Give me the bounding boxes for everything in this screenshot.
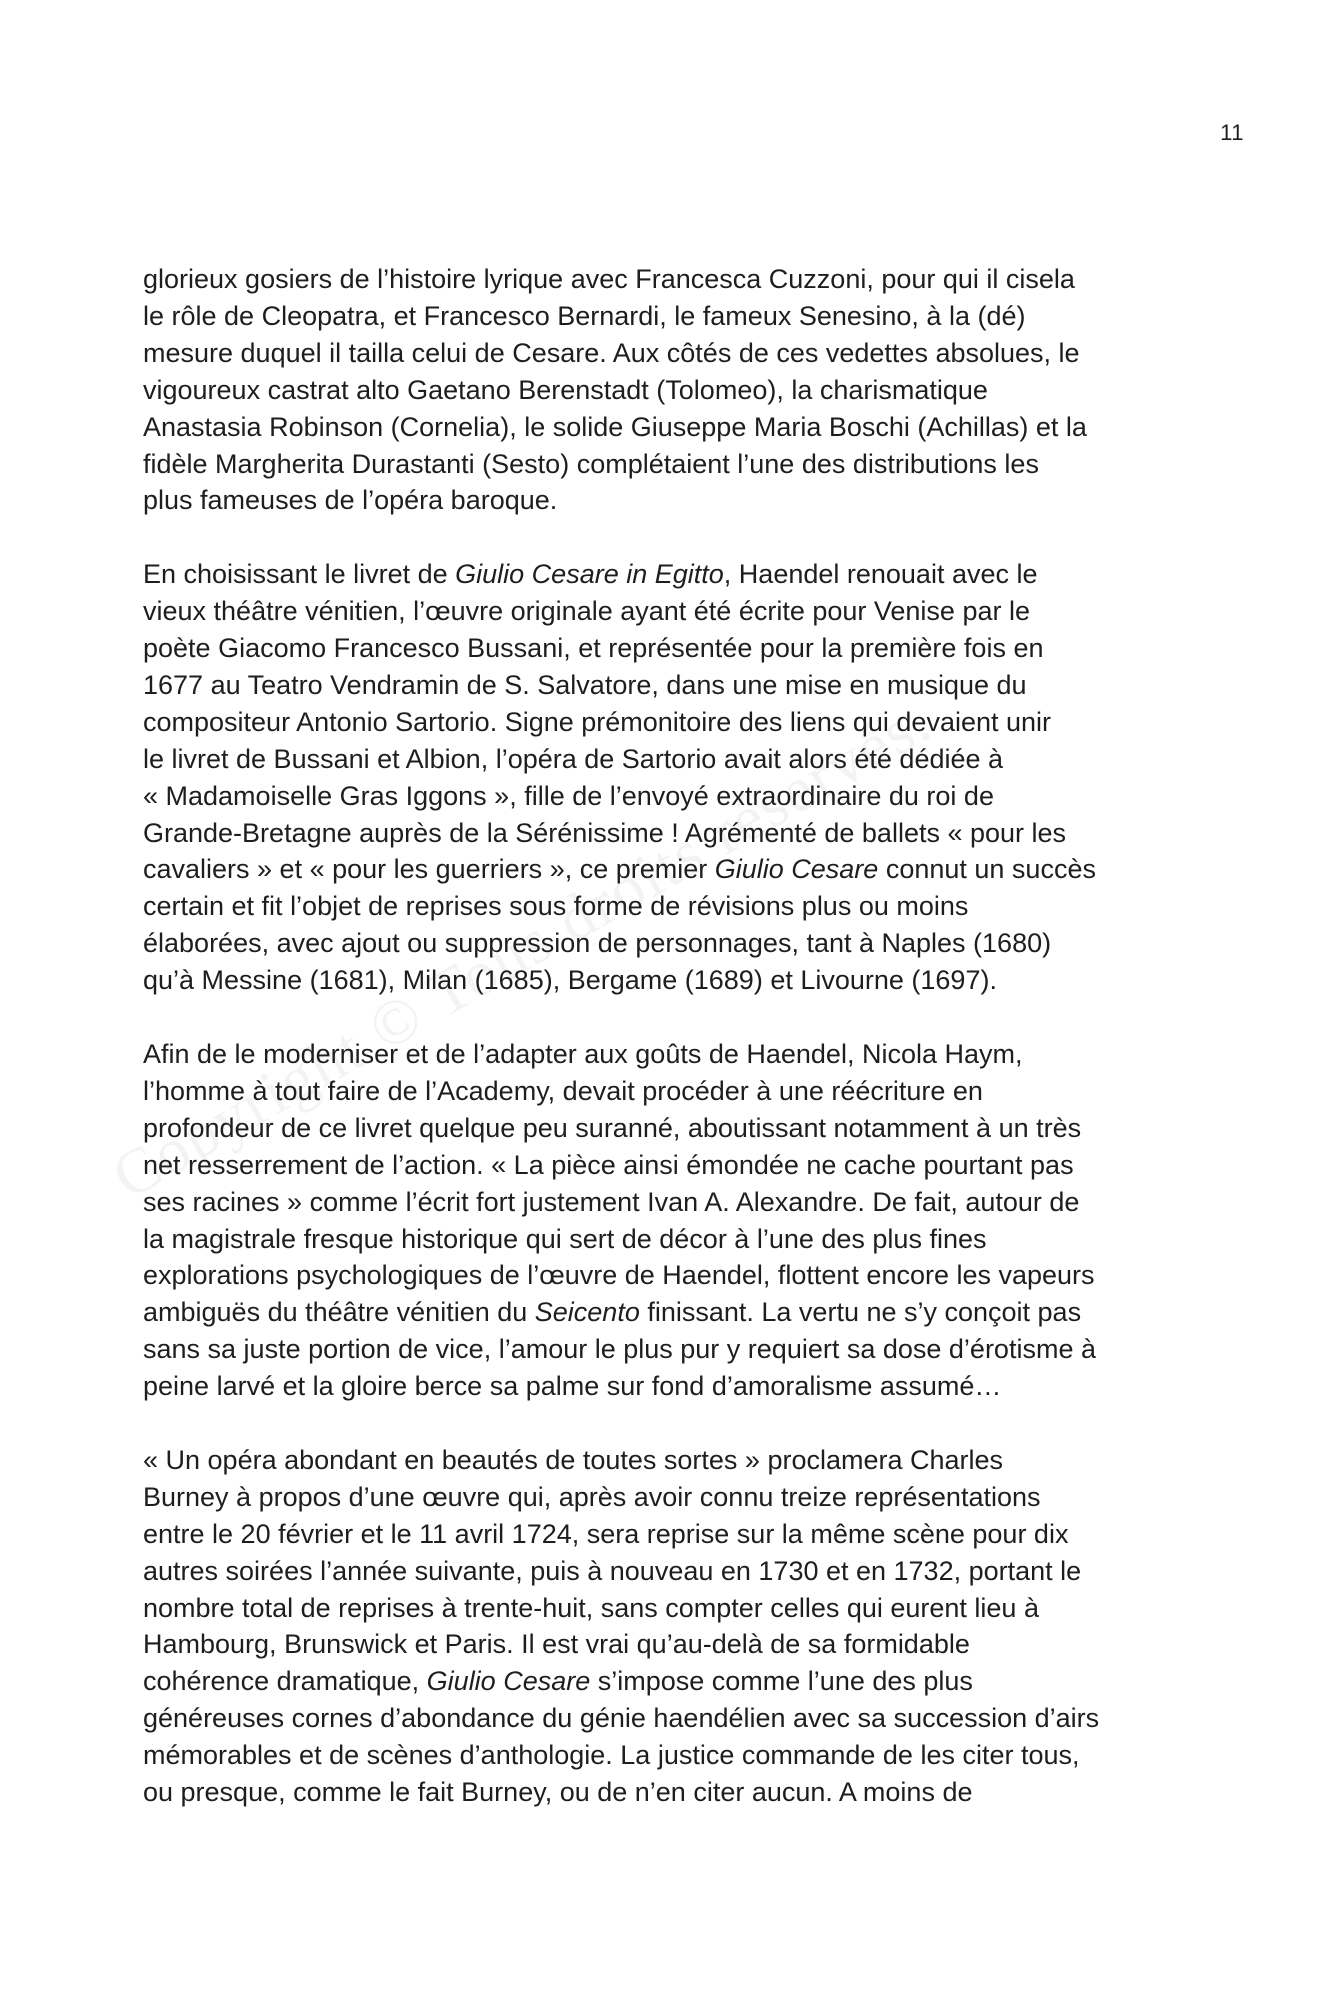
text-line — [143, 261, 1193, 298]
paragraph — [143, 556, 1193, 999]
text-run: entre le 20 février et le 11 avril 1724, sera reprise sur la même scène pour dix — [143, 1518, 1069, 1549]
text-line — [143, 778, 1193, 815]
text-run: peine larvé et la gloire berce sa palme sur fond d’amoralisme assumé… — [143, 1371, 1002, 1402]
text-line — [143, 1110, 1193, 1147]
text-line — [143, 1553, 1193, 1590]
text-line — [143, 851, 1193, 888]
text-line — [143, 446, 1193, 483]
text-run: nombre total de reprises à trente-huit, sans compter celles qui eurent lieu à — [143, 1592, 1039, 1623]
text-line — [143, 1774, 1193, 1811]
text-run: Burney à propos d’une œuvre qui, après avoir connu treize représentations — [143, 1481, 1041, 1512]
text-run: mesure duquel il tailla celui de Cesare. Aux côtés de ces vedettes absolues, le — [143, 337, 1080, 368]
text-run: Hambourg, Brunswick et Paris. Il est vrai qu’au-delà de sa formidable — [143, 1629, 970, 1660]
text-run: plus fameuses de l’opéra baroque. — [143, 485, 558, 516]
text-run: Anastasia Robinson (Cornelia), le solide Giuseppe Maria Boschi (Achillas) et la — [143, 411, 1087, 442]
text-run: vigoureux castrat alto Gaetano Berenstadt (Tolomeo), la charismatique — [143, 374, 988, 405]
text-line — [143, 556, 1193, 593]
text-line — [143, 372, 1193, 409]
italic-title: Seicento — [534, 1297, 640, 1328]
text-run: profondeur de ce livret quelque peu suranné, aboutissant notamment à un très — [143, 1112, 1082, 1143]
text-line — [143, 1036, 1193, 1073]
text-run: « Madamoiselle Gras Iggons », fille de l’envoyé extraordinaire du roi de — [143, 780, 994, 811]
text-line — [143, 1479, 1193, 1516]
text-run: ses racines » comme l’écrit fort justement Ivan A. Alexandre. De fait, autour de — [143, 1186, 1080, 1217]
text-line — [143, 1626, 1193, 1663]
text-line — [143, 741, 1193, 778]
text-line — [143, 1442, 1193, 1479]
text-run: ou presque, comme le fait Burney, ou de n’en citer aucun. A moins de — [143, 1777, 973, 1808]
text-run: le rôle de Cleopatra, et Francesco Bernardi, le fameux Senesino, à la (dé) — [143, 300, 1026, 331]
text-run: , Haendel renouait avec le — [723, 559, 1038, 590]
text-run: finissant. La vertu ne s’y conçoit pas — [639, 1297, 1082, 1328]
text-line — [143, 962, 1193, 999]
text-line — [143, 630, 1193, 667]
paragraph — [143, 1442, 1193, 1811]
paragraph — [143, 261, 1193, 519]
text-run: glorieux gosiers de l’histoire lyrique avec Francesca Cuzzoni, pour qui il cisela — [143, 264, 1075, 294]
text-line — [143, 1700, 1193, 1737]
text-line — [143, 1294, 1193, 1331]
text-run: s’impose comme l’une des plus — [590, 1666, 973, 1697]
text-run: la magistrale fresque historique qui sert de décor à l’une des plus fines — [143, 1223, 987, 1254]
text-run: ambiguës du théâtre vénitien du — [143, 1297, 535, 1328]
text-line — [143, 1516, 1193, 1553]
text-run: net resserrement de l’action. « La pièce ainsi émondée ne cache pourtant pas — [143, 1149, 1074, 1180]
text-run: explorations psychologiques de l’œuvre de Haendel, flottent encore les vapeurs — [143, 1260, 1095, 1291]
text-run: connut un succès — [878, 854, 1096, 885]
text-run: Grande-Bretagne auprès de la Sérénissime ! Agrémenté de ballets « pour les — [143, 817, 1067, 848]
text-run: fidèle Margherita Durastanti (Sesto) complétaient l’une des distributions les — [143, 448, 1039, 479]
text-line — [143, 482, 1193, 519]
text-run: vieux théâtre vénitien, l’œuvre originale ayant été écrite pour Venise par le — [143, 596, 1030, 627]
text-run: sans sa juste portion de vice, l’amour le plus pur y requiert sa dose d’érotisme à — [143, 1334, 1096, 1365]
text-line — [143, 1737, 1193, 1774]
text-run: 1677 au Teatro Vendramin de S. Salvatore, dans une mise en musique du — [143, 669, 1027, 700]
text-line — [143, 593, 1193, 630]
paragraph — [143, 1036, 1193, 1405]
text-line — [143, 888, 1193, 925]
text-run: Afin de le moderniser et de l’adapter aux goûts de Haendel, Nicola Haym, — [143, 1039, 1023, 1069]
italic-title: Giulio Cesare — [714, 854, 879, 885]
text-line — [143, 298, 1193, 335]
text-run: cavaliers » et « pour les guerriers », ce premier — [143, 854, 715, 885]
text-line — [143, 1257, 1193, 1294]
text-line — [143, 1331, 1193, 1368]
text-line — [143, 1368, 1193, 1405]
text-line — [143, 1147, 1193, 1184]
text-run: certain et fit l’objet de reprises sous forme de révisions plus ou moins — [143, 891, 969, 922]
text-run: qu’à Messine (1681), Milan (1685), Bergame (1689) et Livourne (1697). — [143, 965, 997, 996]
text-run: autres soirées l’année suivante, puis à nouveau en 1730 et en 1732, portant le — [143, 1555, 1082, 1586]
text-run: l’homme à tout faire de l’Academy, devait procéder à une réécriture en — [143, 1075, 983, 1106]
text-line — [143, 704, 1193, 741]
text-run: cohérence dramatique, — [143, 1666, 427, 1697]
text-run: compositeur Antonio Sartorio. Signe prémonitoire des liens qui devaient unir — [143, 706, 1052, 737]
body-text — [143, 261, 1193, 1811]
text-line — [143, 1073, 1193, 1110]
text-run: En choisissant le livret de — [143, 559, 456, 590]
text-line — [143, 335, 1193, 372]
text-run: le livret de Bussani et Albion, l’opéra de Sartorio avait alors été dédiée à — [143, 743, 1004, 774]
text-run: généreuses cornes d’abondance du génie haendélien avec sa succession d’airs — [143, 1703, 1100, 1734]
text-line — [143, 815, 1193, 852]
text-line — [143, 1221, 1193, 1258]
text-line — [143, 1590, 1193, 1627]
italic-title: Giulio Cesare — [426, 1666, 591, 1697]
text-line — [143, 1184, 1193, 1221]
text-run: élaborées, avec ajout ou suppression de personnages, tant à Naples (1680) — [143, 928, 1052, 959]
text-line — [143, 925, 1193, 962]
italic-title: Giulio Cesare in Egitto — [455, 559, 724, 590]
text-line — [143, 667, 1193, 704]
text-run: poète Giacomo Francesco Bussani, et représentée pour la première fois en — [143, 633, 1044, 664]
text-run: « Un opéra abondant en beautés de toutes sortes » proclamera Charles — [143, 1444, 1004, 1475]
text-run: mémorables et de scènes d’anthologie. La justice commande de les citer tous, — [143, 1740, 1080, 1771]
text-line — [143, 409, 1193, 446]
page-number: 11 — [1220, 120, 1244, 145]
text-line — [143, 1663, 1193, 1700]
